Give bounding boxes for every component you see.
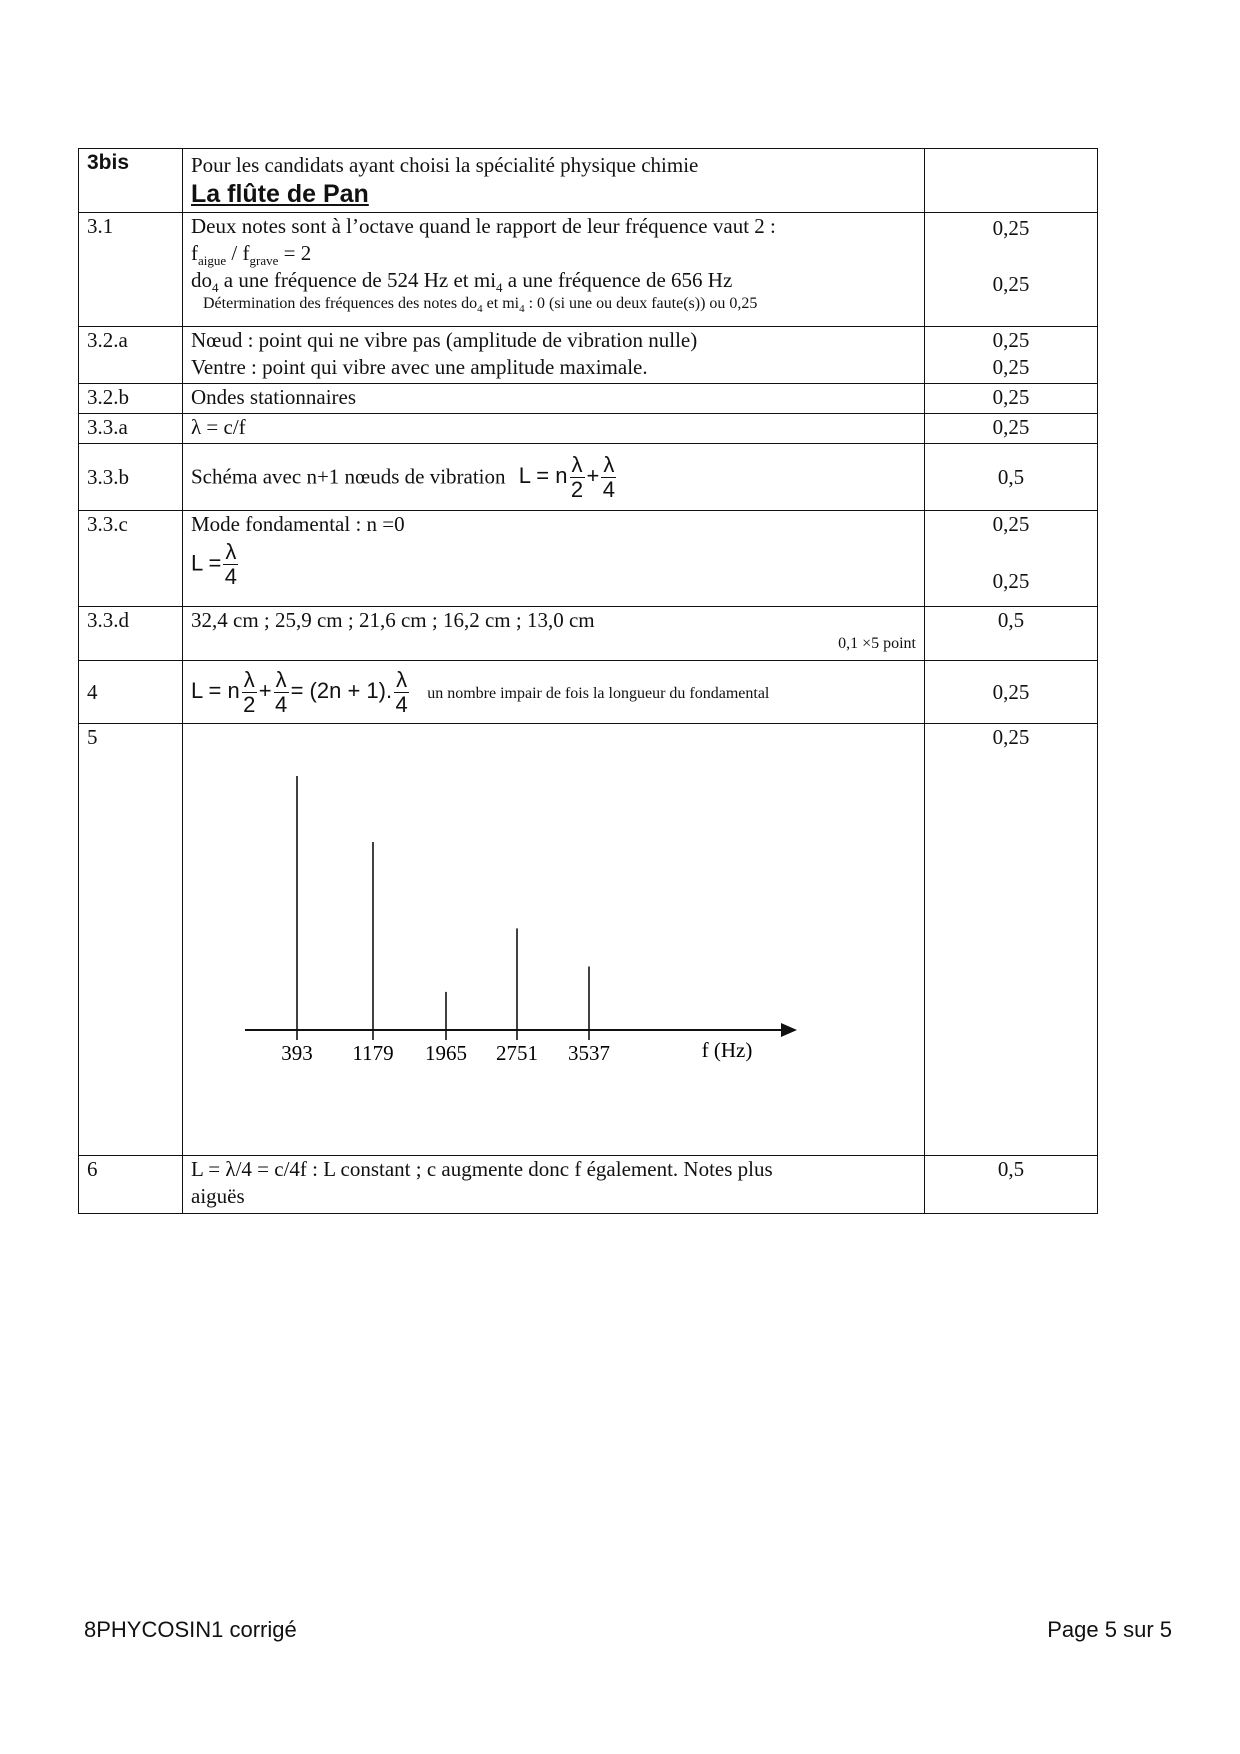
- subscript: aigue: [198, 253, 227, 269]
- points-cell: [925, 149, 1098, 213]
- text-span: Détermination des fréquences des notes do: [203, 295, 478, 312]
- text-span: et mi: [482, 295, 520, 312]
- answer-cell: [183, 1156, 925, 1214]
- page-number: Page 5 sur 5: [1047, 1617, 1172, 1642]
- tick-label-3537: 3537: [568, 1041, 610, 1065]
- section-header: [183, 149, 925, 213]
- table-row: [79, 384, 1098, 414]
- frequency-line: [191, 267, 916, 294]
- tick-label-2751: 2751: [496, 1041, 538, 1065]
- section-intro: Pour les candidats ayant choisi la spécialité physique chimie: [191, 153, 699, 177]
- grading-note: 0,1 ×5 point: [838, 635, 916, 652]
- formula-part: L =: [191, 550, 222, 576]
- denominator: 4: [602, 476, 615, 502]
- tick-label-1965: 1965: [425, 1041, 467, 1065]
- points-cell: [925, 213, 1098, 327]
- denominator: 4: [224, 564, 238, 589]
- answer-line: aiguës: [191, 1184, 245, 1208]
- table-row: [79, 661, 1098, 724]
- numerator: λ: [225, 539, 237, 564]
- points-value: 0,25: [925, 661, 1098, 724]
- formula-comment: un nombre impair de fois la longueur du fondamental: [427, 684, 770, 702]
- tick-label-393: 393: [281, 1041, 313, 1065]
- numerator: λ: [243, 666, 255, 692]
- table-row: [79, 1156, 1098, 1214]
- subscript: 4: [477, 303, 483, 316]
- f-symbol: f: [191, 241, 198, 265]
- answer-cell: [183, 607, 925, 661]
- answer-cell: [183, 444, 925, 511]
- table-row: [79, 414, 1098, 444]
- frequency-spectrum-chart: [183, 724, 925, 1148]
- text-span: : 0 (si une ou deux faute(s)) ou 0,25: [524, 295, 758, 312]
- fraction: [570, 453, 585, 502]
- denominator: 2: [570, 476, 584, 502]
- numerator: λ: [603, 451, 615, 477]
- answer-cell: [183, 327, 925, 384]
- answer-cell: λ = c/f: [183, 414, 925, 444]
- section-number: 3bis: [79, 149, 183, 213]
- x-axis-label: f (Hz): [701, 1038, 753, 1062]
- points-value: 0,5: [925, 607, 1098, 661]
- formula-part: L = n: [191, 677, 240, 703]
- x-axis-arrow-icon: [781, 1023, 797, 1037]
- answer-line: Deux notes sont à l’octave quand le rapport de leur fréquence vaut 2 :: [191, 214, 776, 238]
- fraction: [242, 668, 257, 717]
- fundamental-formula: [191, 540, 916, 589]
- answer-line: Mode fondamental : n =0: [191, 512, 405, 536]
- answer-line: Nœud : point qui ne vibre pas (amplitude de vibration nulle): [191, 328, 698, 352]
- question-number: 3.1: [79, 213, 183, 327]
- subscript: 4: [519, 303, 525, 316]
- denominator: 4: [395, 691, 408, 717]
- answer-cell: [183, 511, 925, 607]
- f-symbol: f: [242, 241, 250, 265]
- tick-label-1179: 1179: [352, 1041, 394, 1065]
- denominator: 4: [274, 691, 288, 717]
- document-code: 8PHYCOSIN1 corrigé: [84, 1617, 297, 1642]
- points-cell: [925, 327, 1098, 384]
- formula-part: +: [258, 677, 272, 703]
- question-number: 3.3.d: [79, 607, 183, 661]
- question-number: 5: [79, 724, 183, 1156]
- points-value: 0,25: [992, 569, 1030, 593]
- grading-note: [191, 294, 916, 314]
- numerator: λ: [275, 666, 287, 692]
- note-do: do: [191, 268, 212, 292]
- table-row: [79, 607, 1098, 661]
- formula-part: +: [586, 462, 600, 488]
- table-row: [79, 327, 1098, 384]
- question-number: 4: [79, 661, 183, 724]
- points-value: 0,25: [992, 216, 1030, 240]
- question-number: 3.2.b: [79, 384, 183, 414]
- points-value: 0,25: [992, 355, 1030, 379]
- points-value: 0,5: [925, 444, 1098, 511]
- odd-harmonic-formula: [191, 666, 417, 717]
- text-span: a une fréquence de 524 Hz et mi: [218, 268, 497, 292]
- ratio-line: [191, 240, 916, 267]
- table-row: [79, 724, 1098, 1156]
- points-value: 0,25: [925, 414, 1098, 444]
- points-value: 0,25: [992, 272, 1030, 296]
- answer-cell: [183, 661, 925, 724]
- table-row: [79, 213, 1098, 327]
- question-number: 3.3.a: [79, 414, 183, 444]
- formula-part: = (2n + 1).: [290, 677, 393, 703]
- points-value: 0,25: [992, 328, 1030, 352]
- points-value: 0,25: [925, 384, 1098, 414]
- numerator: λ: [571, 451, 583, 477]
- table-row: [79, 444, 1098, 511]
- question-number: 6: [79, 1156, 183, 1214]
- length-formula: [518, 451, 619, 502]
- answer-line: 32,4 cm ; 25,9 cm ; 21,6 cm ; 16,2 cm ; 13,0 cm: [191, 608, 595, 632]
- subscript: 4: [496, 280, 503, 296]
- answer-text: Schéma avec n+1 nœuds de vibration: [191, 463, 506, 488]
- answer-cell: [183, 213, 925, 327]
- fraction: [223, 540, 238, 589]
- question-number: 3.3.c: [79, 511, 183, 607]
- answer-line: Ventre : point qui vibre avec une amplitude maximale.: [191, 355, 648, 379]
- slash: /: [226, 241, 243, 265]
- subscript: grave: [249, 253, 279, 269]
- points-cell: [925, 511, 1098, 607]
- answer-cell: Ondes stationnaires: [183, 384, 925, 414]
- table-row: [79, 511, 1098, 607]
- denominator: 2: [243, 691, 256, 717]
- question-number: 3.2.a: [79, 327, 183, 384]
- formula-part: L = n: [518, 462, 568, 488]
- fraction: [274, 668, 289, 717]
- answer-cell: [183, 724, 925, 1156]
- text-span: a une fréquence de 656 Hz: [502, 268, 733, 292]
- points-value: 0,25: [925, 724, 1098, 1156]
- points-value: 0,25: [992, 512, 1030, 536]
- equals: = 2: [278, 241, 312, 265]
- answer-table: [78, 148, 1098, 1214]
- subscript: 4: [212, 280, 219, 296]
- answer-line: L = λ/4 = c/4f : L constant ; c augmente donc f également. Notes plus: [191, 1157, 773, 1181]
- numerator: λ: [396, 666, 408, 692]
- fraction: [601, 453, 616, 502]
- fraction: [394, 668, 409, 717]
- question-number: 3.3.b: [79, 444, 183, 511]
- section-title: La flûte de Pan: [191, 180, 369, 208]
- points-value: 0,5: [925, 1156, 1098, 1214]
- table-row: [79, 149, 1098, 213]
